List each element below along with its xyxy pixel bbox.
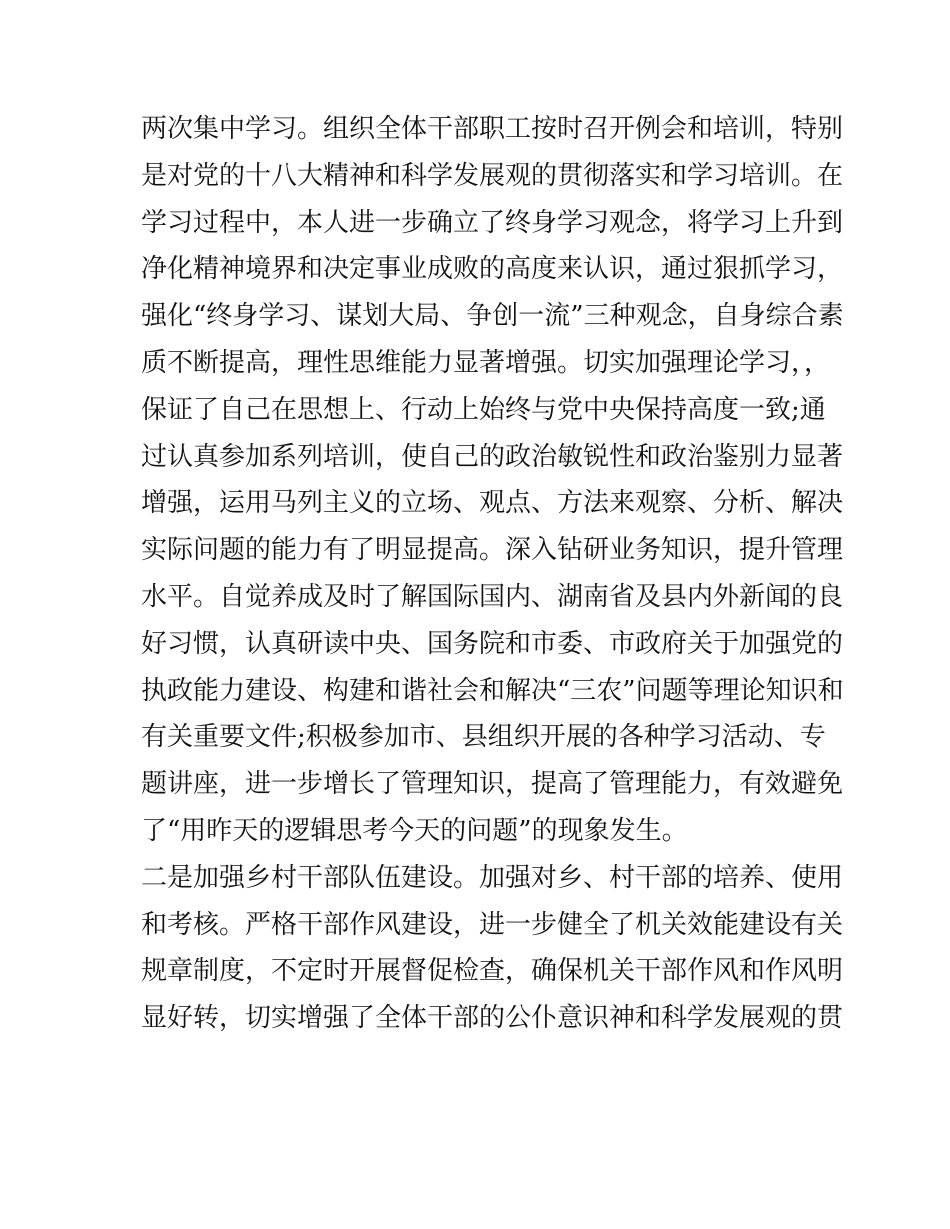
text-line: 是对党的十八大精神和科学发展观的贯彻落实和学习培训。在 [141, 160, 844, 191]
text-line: 规章制度，不定时开展督促检查，确保机关干部作风和作风明 [141, 956, 844, 987]
text-line: 有关重要文件;积极参加市、县组织开展的各种学习活动、专 [141, 722, 826, 753]
text-line: 学习过程中，本人进一步确立了终身学习观念，将学习上升到 [141, 207, 844, 238]
text-line: 两次集中学习。组织全体干部职工按时召开例会和培训，特别 [141, 114, 844, 144]
text-line: 和考核。严格干部作风建设，进一步健全了机关效能建设有关 [141, 909, 844, 940]
body-text [141, 106, 844, 1042]
text-line: 保证了自己在思想上、行动上始终与党中央保持高度一致;通 [141, 394, 826, 425]
text-line: 了“用昨天的逻辑思考今天的问题”的现象发生。 [141, 815, 688, 846]
text-line: 执政能力建设、构建和谐社会和解决“三农”问题等理论知识和 [141, 675, 844, 706]
text-line: 质不断提高，理性思维能力显著增强。切实加强理论学习，， [141, 347, 831, 378]
text-line: 增强，运用马列主义的立场、观点、方法来观察、分析、解决 [141, 488, 844, 519]
text-line: 显好转，切实增强了全体干部的公仆意识神和科学发展观的贯 [141, 1003, 844, 1034]
text-line: 过认真参加系列培训，使自己的政治敏锐性和政治鉴别力显著 [141, 441, 844, 472]
text-line: 净化精神境界和决定事业成败的高度来认识，通过狠抓学习， [141, 254, 844, 285]
text-line: 好习惯，认真研读中央、国务院和市委、市政府关于加强党的 [141, 628, 844, 659]
text-line: 题讲座，进一步增长了管理知识，提高了管理能力，有效避免 [141, 769, 844, 800]
text-line: 实际问题的能力有了明显提高。深入钻研业务知识，提升管理 [141, 535, 844, 566]
text-line: 水平。自觉养成及时了解国际国内、湖南省及县内外新闻的良 [141, 581, 844, 612]
text-line: 二是加强乡村干部队伍建设。加强对乡、村干部的培养、使用 [141, 862, 844, 893]
text-line: 强化“终身学习、谋划大局、争创一流”三种观念，自身综合素 [141, 301, 844, 332]
